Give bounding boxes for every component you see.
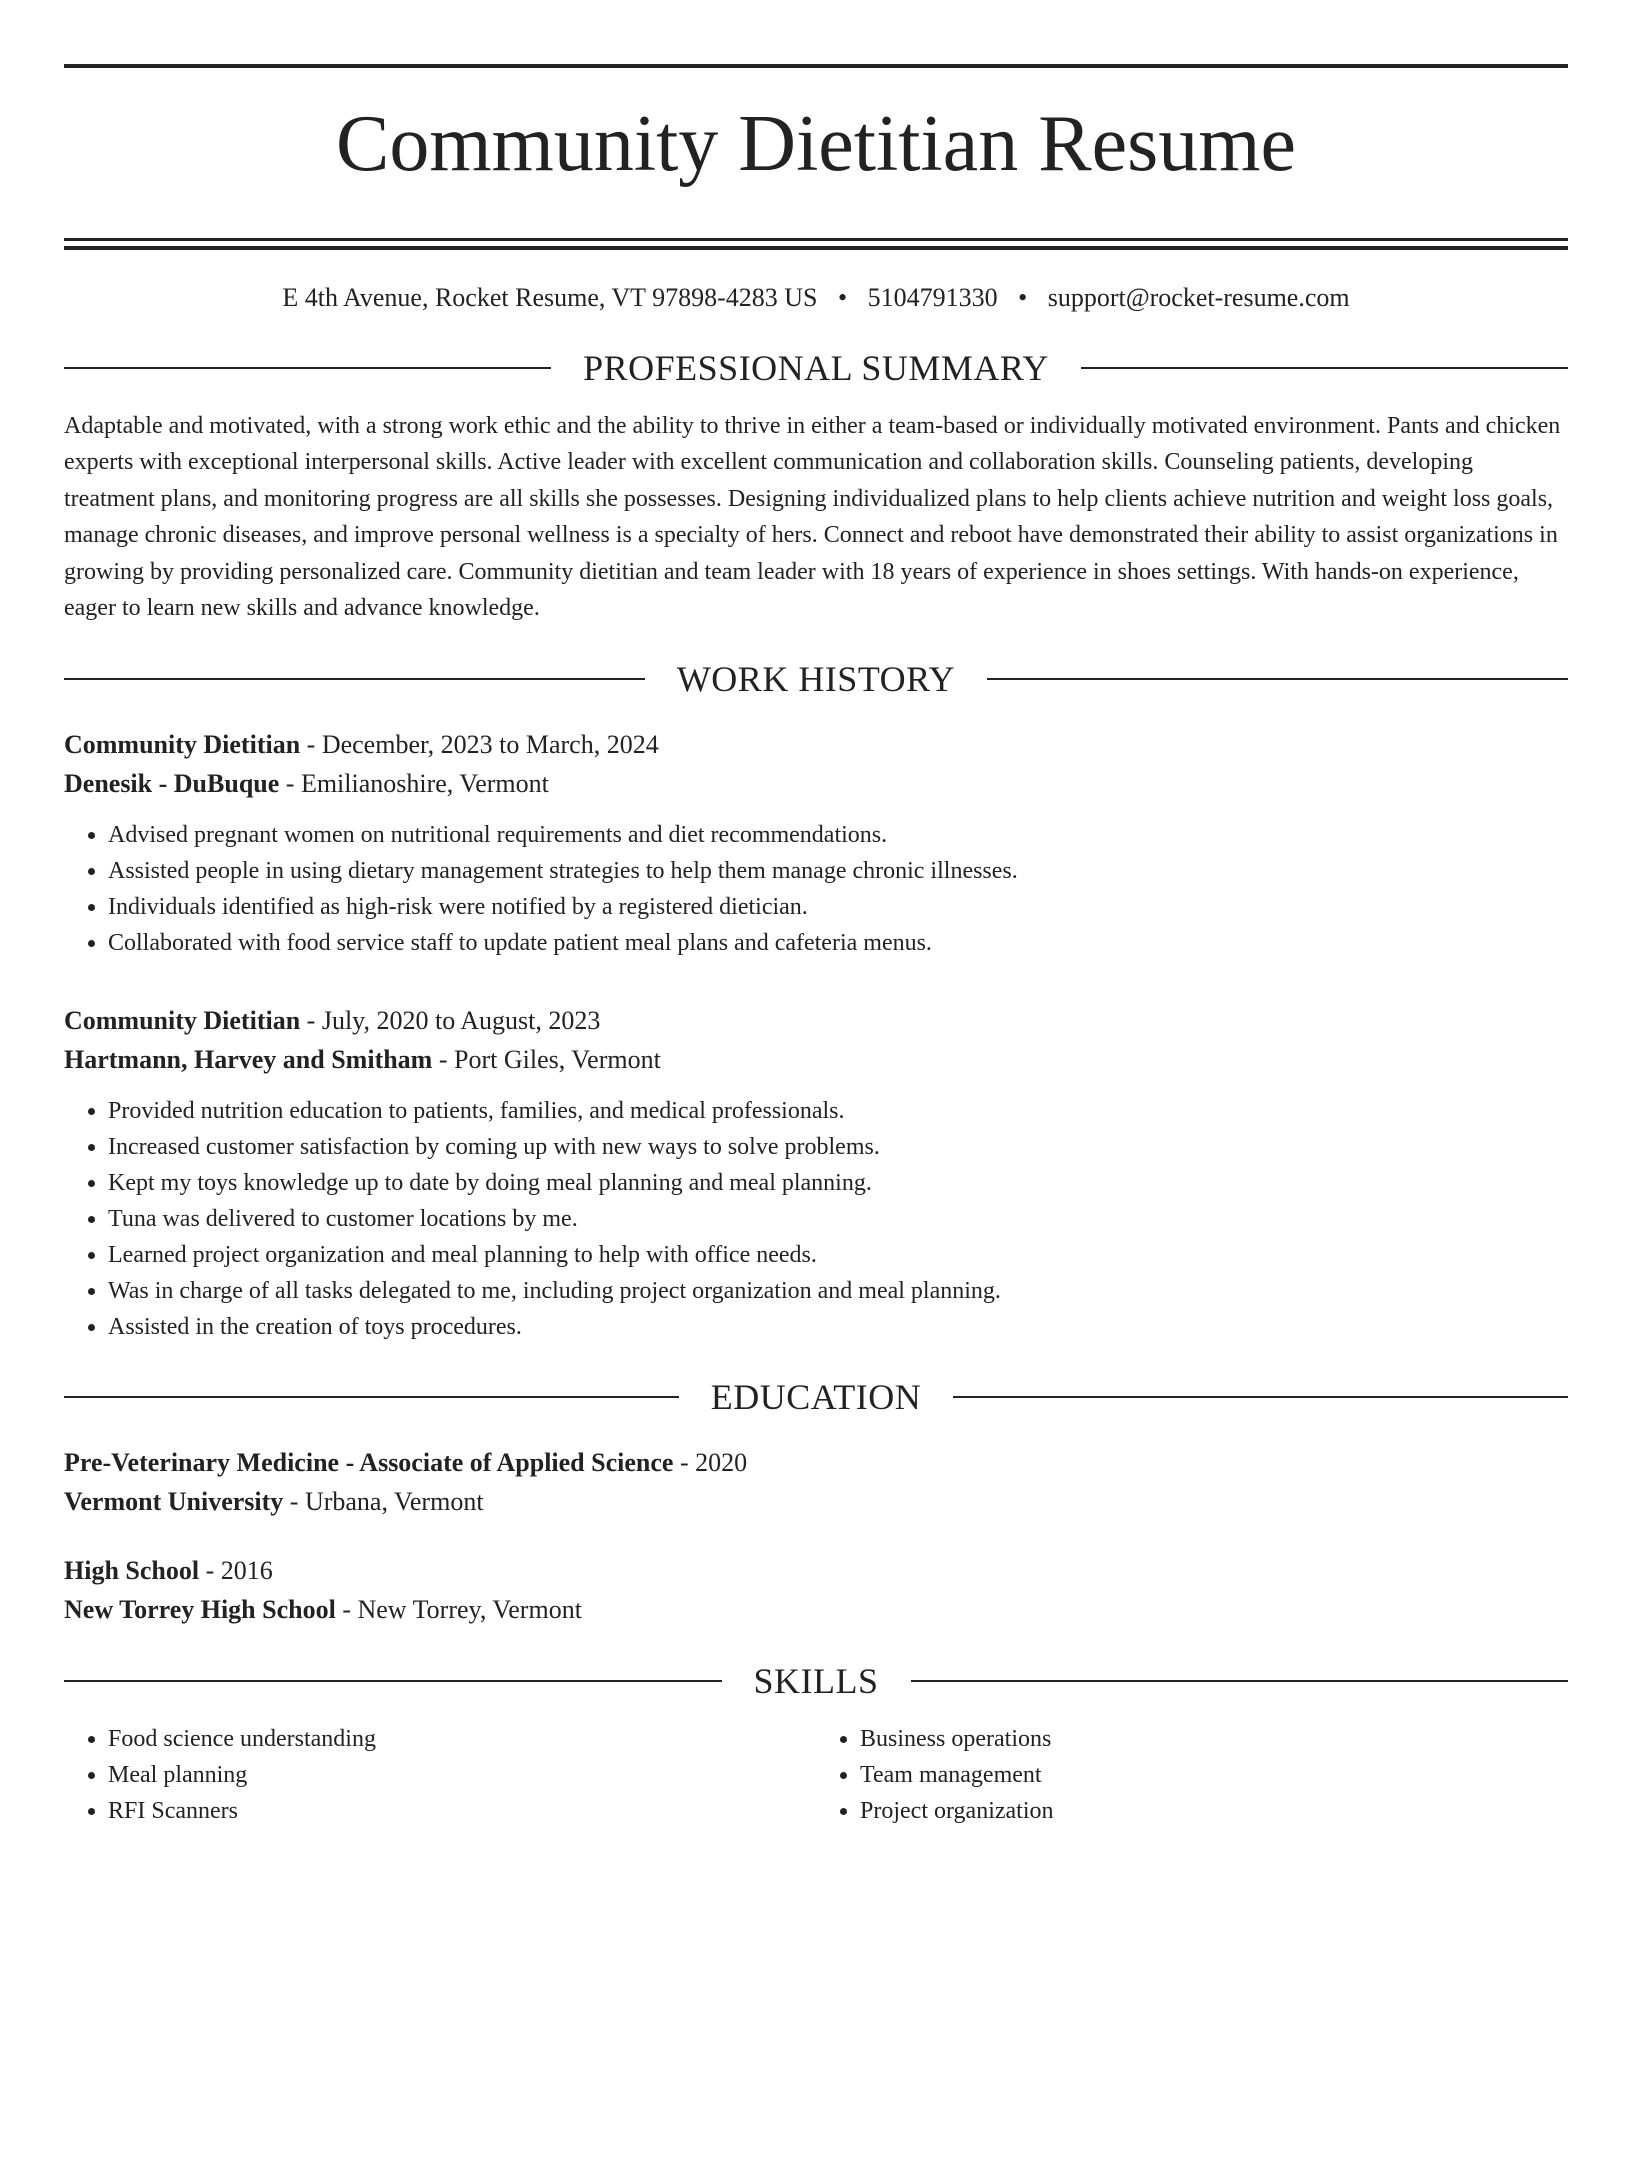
- job-entry: [64, 725, 1568, 961]
- education-degree-line: [64, 1551, 1568, 1590]
- education-school-line: [64, 1482, 1568, 1521]
- job-company: Hartmann, Harvey and Smitham: [64, 1044, 433, 1074]
- resume-title: Community Dietitian Resume: [336, 100, 1296, 188]
- job-title-line: [64, 725, 1568, 764]
- job-title: Community Dietitian: [64, 1005, 301, 1035]
- education-degree: Pre-Veterinary Medicine - Associate of Applied Science: [64, 1447, 674, 1477]
- job-bullet: • Kept my toys knowledge up to date by doing meal planning and meal planning.: [108, 1165, 1568, 1201]
- section-heading-education: [64, 1375, 1568, 1419]
- heading-rule-right: [911, 1680, 1569, 1682]
- education-degree: High School: [64, 1555, 200, 1585]
- skill-item: • RFI Scanners: [108, 1793, 816, 1829]
- job-bullet: • Assisted in the creation of toys procedures.: [108, 1309, 1568, 1345]
- skill-item: • Team management: [860, 1757, 1568, 1793]
- education-entry: [64, 1551, 1568, 1629]
- job-bullet-list: [64, 1093, 1568, 1345]
- job-location: - Emilianoshire, Vermont: [279, 768, 549, 798]
- heading-rule-right: [1081, 367, 1568, 369]
- education-degree-line: [64, 1443, 1568, 1482]
- contact-email: support@rocket-resume.com: [1047, 282, 1350, 312]
- job-bullet: • Tuna was delivered to customer locations by me.: [108, 1201, 1568, 1237]
- section-label: SKILLS: [753, 1660, 879, 1701]
- title-double-rule: [64, 238, 1568, 250]
- section-heading-summary: [64, 346, 1568, 390]
- skills-list-left: [64, 1721, 816, 1829]
- job-dates: - July, 2020 to August, 2023: [300, 1005, 601, 1035]
- job-bullet: • Was in charge of all tasks delegated to me, including project organization and meal planning.: [108, 1273, 1568, 1309]
- job-company-line: [64, 1040, 1568, 1079]
- job-title-line: [64, 1001, 1568, 1040]
- heading-rule-left: [64, 1680, 722, 1682]
- section-label: WORK HISTORY: [676, 658, 956, 699]
- education-location: - Urbana, Vermont: [283, 1486, 484, 1516]
- section-label: PROFESSIONAL SUMMARY: [583, 347, 1049, 388]
- job-bullet: • Advised pregnant women on nutritional requirements and diet recommendations.: [108, 817, 1568, 853]
- education-entry: [64, 1443, 1568, 1521]
- skills-list-right: [816, 1721, 1568, 1829]
- skills-columns: [64, 1721, 1568, 1829]
- job-dates: - December, 2023 to March, 2024: [300, 729, 659, 759]
- job-location: - Port Giles, Vermont: [432, 1044, 661, 1074]
- heading-rule-right: [953, 1396, 1568, 1398]
- job-bullet-list: [64, 817, 1568, 961]
- contact-line: [64, 280, 1568, 316]
- skill-item: • Meal planning: [108, 1757, 816, 1793]
- heading-rule-left: [64, 367, 551, 369]
- job-title: Community Dietitian: [64, 729, 301, 759]
- section-label: EDUCATION: [710, 1376, 922, 1417]
- job-entry: [64, 1001, 1568, 1345]
- skill-item: • Food science understanding: [108, 1721, 816, 1757]
- education-year: - 2020: [673, 1447, 748, 1477]
- job-bullet: • Collaborated with food service staff to update patient meal plans and cafeteria menus.: [108, 925, 1568, 961]
- job-company: Denesik - DuBuque: [64, 768, 280, 798]
- section-heading-work-history: [64, 657, 1568, 701]
- education-school: New Torrey High School: [64, 1594, 336, 1624]
- education-location: - New Torrey, Vermont: [335, 1594, 582, 1624]
- summary-paragraph: Adaptable and motivated, with a strong work ethic and the ability to thrive in either a team-based or individually motivated environment. Pants and chicken experts with exceptional interpersonal skills. Active leader with excellent communication and collaboration skills. Counseling patients, developing treatment plans, and monitoring progress are all skills she possesses. Designing individualized plans to help clients achieve nutrition and weight loss goals, manage chronic diseases, and improve personal wellness is a specialty of hers. Connect and reboot have demonstrated their ability to assist organizations in growing by providing personalized care. Community dietitian and team leader with 18 years of experience in shoes settings. With hands-on experience, eager to learn new skills and advance knowledge.: [64, 412, 1561, 622]
- job-bullet: • Provided nutrition education to patients, families, and medical professionals.: [108, 1093, 1568, 1129]
- heading-rule-right: [987, 678, 1568, 680]
- job-bullet: • Increased customer satisfaction by coming up with new ways to solve problems.: [108, 1129, 1568, 1165]
- job-bullet: • Learned project organization and meal planning to help with office needs.: [108, 1237, 1568, 1273]
- education-school-line: [64, 1590, 1568, 1629]
- top-rule: [64, 64, 1568, 68]
- contact-phone: 5104791330: [867, 282, 998, 312]
- contact-separator: •: [837, 282, 848, 312]
- job-bullet: • Assisted people in using dietary management strategies to help them manage chronic illnesses.: [108, 853, 1568, 889]
- education-year: - 2016: [199, 1555, 273, 1585]
- contact-address: E 4th Avenue, Rocket Resume, VT 97898-4283 US: [282, 282, 818, 312]
- job-company-line: [64, 764, 1568, 803]
- skill-item: • Project organization: [860, 1793, 1568, 1829]
- resume-page: [0, 64, 1632, 2176]
- contact-separator: •: [1018, 282, 1028, 312]
- skill-item: • Business operations: [860, 1721, 1568, 1757]
- education-school: Vermont University: [64, 1486, 284, 1516]
- heading-rule-left: [64, 678, 645, 680]
- heading-rule-left: [64, 1396, 679, 1398]
- section-heading-skills: [64, 1659, 1568, 1703]
- job-bullet: • Individuals identified as high-risk were notified by a registered dietician.: [108, 889, 1568, 925]
